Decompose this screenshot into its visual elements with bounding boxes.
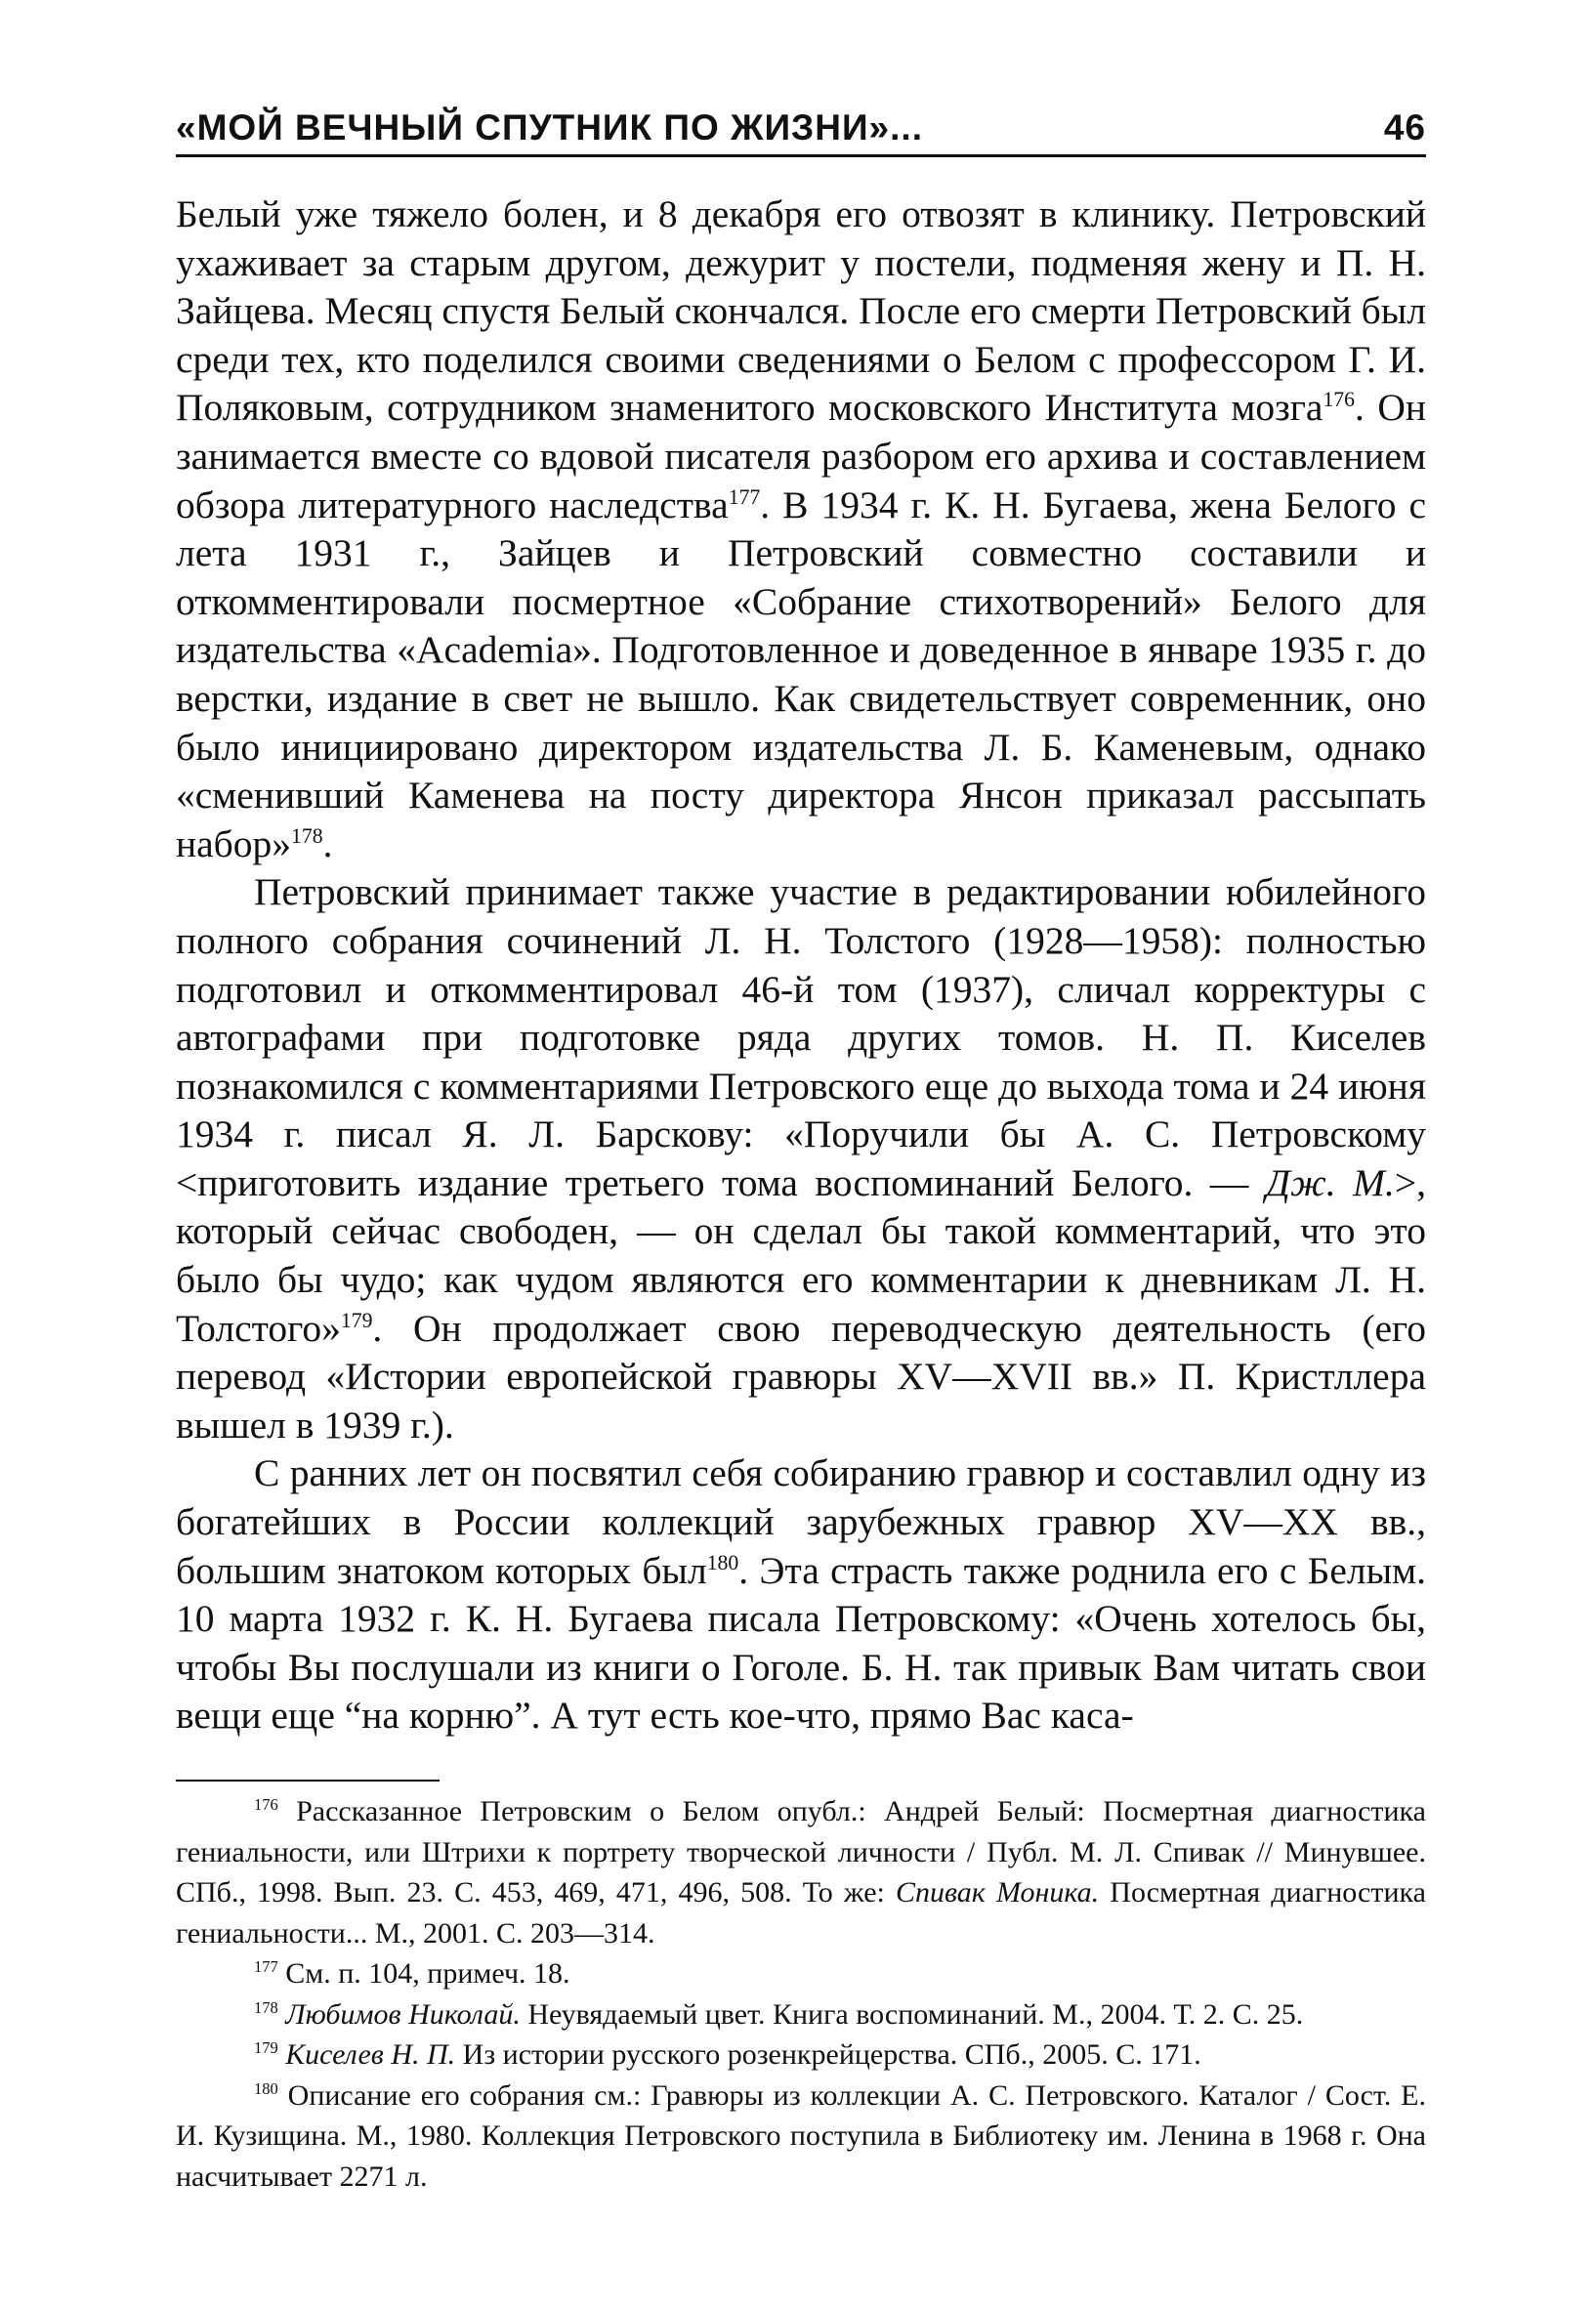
footnote-176 [176, 1791, 1426, 1953]
footnote-text: Из истории русского розенкрейцерства. СПб., 2005. С. 171. [455, 2038, 1201, 2071]
footnote-italic: Киселев Н. П. [285, 2038, 456, 2071]
footnote-text: Рассказанное Петровским о Белом опубл.: Андрей Белый: Посмертная диагностика гениальности, или Штрихи к портрету творческой личности / Публ. М. Л. Спивак // Минувшее. СПб., 1998. Вып. 23. С. 453, 469, 471, 496, 508. То же: [176, 1795, 1426, 1909]
footnote-177 [176, 1953, 1426, 1994]
book-page [176, 107, 1426, 2197]
running-head-title: «МОЙ ВЕЧНЫЙ СПУТНИК ПО ЖИЗНИ»... [176, 107, 923, 147]
footnote-text: Неувядаемый цвет. Книга воспоминаний. М., 2004. Т. 2. С. 25. [520, 1997, 1304, 2031]
running-head [176, 107, 1426, 157]
footnote-text-b: Посмертная диагностика гениальности... М., 2001. С. 203—314. [176, 1876, 1426, 1950]
paragraph-3 [176, 1449, 1426, 1741]
paragraph-1-text-b: . Он занимается вместе со вдовой писателя разбором его архива и составлением обзора литературного наследства [176, 386, 1426, 526]
paragraph-3-text: С ранних лет он посвятил себя собиранию гравюр и составлил одну из богатейших в России коллекций зарубежных гравюр XV—XX вв., большим знатоком которых был [176, 1451, 1426, 1592]
paragraph-1-text-c: . В 1934 г. К. Н. Бугаева, жена Белого с лета 1931 г., Зайцев и Петровский совместно составили и откомментировали посмертное «Собрание стихотворений» Белого для издательства «Academia». Подготовленное и доведенное в январе 1935 г. до верстки, издание в свет не вышло. Как свидетельствует современник, оно было инициировано директором издательства Л. Б. Каменевым, однако «сменивший Каменева на посту директора Янсон приказал рассыпать набор» [176, 482, 1426, 865]
footnote-number: 179 [254, 2038, 278, 2057]
footnote-ref-176: 176 [1323, 388, 1356, 412]
paragraph-2-text-c: . Он продолжает свою переводческую деятельность (его перевод «Истории европейской гравюры XV—XVII вв.» П. Кристллера вышел в 1939 г.). [176, 1306, 1426, 1447]
paragraph-3-text-b: . Эта страсть также роднила его с Белым. 10 марта 1932 г. К. Н. Бугаева писала Петровскому: «Очень хотелось бы, чтобы Вы послушали из книги о Гоголе. Б. Н. так привык Вам читать свои вещи еще “на корню”. А тут есть кое-что, прямо Вас каса- [176, 1548, 1426, 1738]
paragraph-2 [176, 868, 1426, 1449]
paragraph-1-text: Белый уже тяжело болен, и 8 декабря его отвозят в клинику. Петровский ухаживает за старым другом, дежурит у постели, подменяя жену и П. Н. Зайцева. Месяц спустя Белый скончался. После его смерти Петровский был среди тех, кто поделился своими сведениями о Белом с профессором Г. И. Поляковым, сотрудником знаменитого московского Института мозга [176, 192, 1426, 430]
footnote-180 [176, 2076, 1426, 2198]
footnote-text: См. п. 104, примеч. 18. [285, 1957, 570, 1990]
footnote-179 [176, 2034, 1426, 2076]
page-number: 46 [1383, 107, 1426, 147]
paragraph-2-italic: Дж. М. [1265, 1160, 1395, 1204]
footnote-number: 178 [254, 1997, 278, 2017]
paragraph-1 [176, 190, 1426, 868]
body-text [176, 190, 1426, 1741]
footnote-ref-180: 180 [706, 1550, 739, 1574]
footnote-number: 180 [254, 2078, 278, 2098]
footnote-178 [176, 1994, 1426, 2035]
paragraph-1-text-d: . [322, 821, 333, 865]
footnote-number: 177 [254, 1957, 278, 1976]
footnotes [176, 1791, 1426, 2197]
paragraph-2-text-b: >, который сейчас свободен, — он сделал бы такой комментарий, что это было бы чудо; как чудом являются его комментарии к дневникам Л. Н. Толстого» [176, 1160, 1426, 1350]
footnote-ref-177: 177 [728, 484, 761, 509]
paragraph-2-text: Петровский принимает также участие в редактировании юбилейного полного собрания сочинений Л. Н. Толстого (1928—1958): полностью подготовил и откомментировал 46-й том (1937), сличал корректуры с автографами при подготовке ряда других томов. Н. П. Киселев познакомился с комментариями Петровского еще до выхода тома и 24 июня 1934 г. писал Я. Л. Барскову: «Поручили бы А. С. Петровскому <приготовить издание третьего тома воспоминаний Белого. — [176, 870, 1426, 1204]
footnote-ref-178: 178 [291, 823, 323, 848]
footnote-number: 176 [254, 1795, 278, 1814]
footnote-ref-179: 179 [340, 1308, 373, 1332]
footnote-divider [176, 1780, 440, 1782]
footnote-italic: Спивак Моника. [895, 1876, 1100, 1909]
footnote-text: Описание его собрания см.: Гравюры из коллекции А. С. Петровского. Каталог / Сост. Е. И. Кузищина. М., 1980. Коллекция Петровского поступила в Библиотеку им. Ленина в 1968 г. Она насчитывает 2271 л. [176, 2078, 1427, 2193]
footnote-italic: Любимов Николай. [285, 1997, 521, 2031]
